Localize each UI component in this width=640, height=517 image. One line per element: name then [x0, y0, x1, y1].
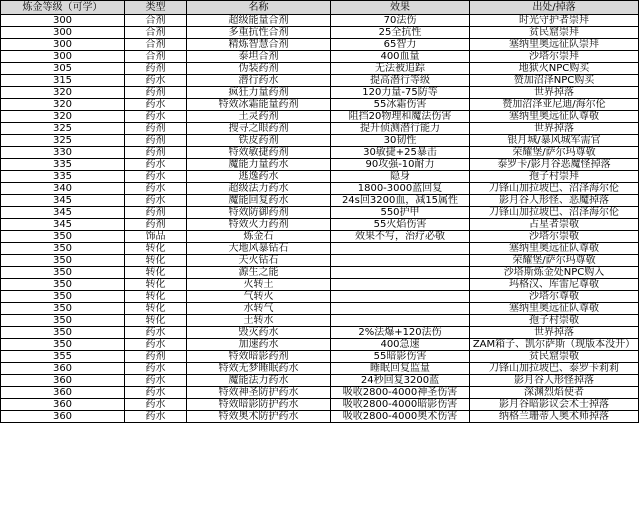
cell-effect[interactable]: 提升侦测潜行能力 [331, 123, 470, 135]
cell-effect[interactable]: 55暗影伤害 [331, 351, 470, 363]
cell-source[interactable]: 占星者崇敬 [470, 219, 639, 231]
cell-level[interactable]: 350 [1, 315, 125, 327]
cell-level[interactable]: 305 [1, 63, 125, 75]
table-row [1, 291, 639, 303]
cell-source[interactable]: 深渊烈焰使者 [470, 387, 639, 399]
table-row [1, 255, 639, 267]
cell-level[interactable]: 345 [1, 207, 125, 219]
table-row [1, 315, 639, 327]
cell-type[interactable]: 转化 [125, 303, 187, 315]
cell-level[interactable]: 325 [1, 123, 125, 135]
cell-source[interactable]: 沙塔斯炼金处NPC购入 [470, 267, 639, 279]
header-name[interactable]: 名称 [187, 1, 331, 15]
cell-level[interactable]: 350 [1, 327, 125, 339]
cell-name[interactable]: 潜行药水 [187, 75, 331, 87]
cell-type[interactable]: 药水 [125, 99, 187, 111]
cell-name[interactable]: 源生之能 [187, 267, 331, 279]
table-row [1, 363, 639, 375]
cell-effect[interactable]: 无法被追踪 [331, 63, 470, 75]
table-row [1, 207, 639, 219]
cell-type[interactable]: 饰品 [125, 231, 187, 243]
cell-source[interactable]: 赞加沼泽NPC购买 [470, 75, 639, 87]
cell-type[interactable]: 合剂 [125, 51, 187, 63]
cell-level[interactable]: 320 [1, 111, 125, 123]
cell-level[interactable]: 350 [1, 243, 125, 255]
cell-type[interactable]: 药水 [125, 183, 187, 195]
cell-source[interactable]: 影月谷人形怪、恶魔掉落 [470, 195, 639, 207]
cell-effect[interactable]: 25全抗性 [331, 27, 470, 39]
cell-source[interactable]: 刀锋山加拉坡巴、沼泽海尔伦 [470, 207, 639, 219]
cell-source[interactable]: 地狱火NPC购买 [470, 63, 639, 75]
cell-source[interactable]: 泰罗卡/影月谷恶魔怪掉落 [470, 159, 639, 171]
cell-level[interactable]: 300 [1, 51, 125, 63]
cell-type[interactable]: 转化 [125, 267, 187, 279]
table-row [1, 147, 639, 159]
cell-effect[interactable]: 吸收2800-4000神圣伤害 [331, 387, 470, 399]
cell-source[interactable]: 赞加沼泽亚尼迪/海尔伦 [470, 99, 639, 111]
cell-effect[interactable]: 24s回3200血，减15属性 [331, 195, 470, 207]
cell-level[interactable]: 325 [1, 135, 125, 147]
cell-source[interactable]: 纳格兰珊蒂人奥术师掉落 [470, 411, 639, 423]
cell-effect[interactable]: 120力量-75防等 [331, 87, 470, 99]
table-row [1, 159, 639, 171]
cell-type[interactable]: 药剂 [125, 207, 187, 219]
cell-type[interactable]: 药水 [125, 171, 187, 183]
cell-name[interactable]: 搜寻之眼药剂 [187, 123, 331, 135]
cell-effect[interactable]: 55冰霜伤害 [331, 99, 470, 111]
cell-effect[interactable]: 吸收2800-4000奥术伤害 [331, 411, 470, 423]
cell-effect[interactable]: 阻挡20物理和魔法伤害 [331, 111, 470, 123]
cell-name[interactable]: 加速药水 [187, 339, 331, 351]
cell-source[interactable]: ZAM箱子、凯尔萨斯（现版本没开） [470, 339, 639, 351]
cell-level[interactable]: 320 [1, 99, 125, 111]
cell-type[interactable]: 转化 [125, 255, 187, 267]
cell-name[interactable]: 超级能量合剂 [187, 15, 331, 27]
cell-name[interactable]: 特效火力药剂 [187, 219, 331, 231]
cell-level[interactable]: 300 [1, 15, 125, 27]
cell-effect[interactable] [331, 243, 470, 255]
header-source[interactable]: 出处/掉落 [470, 1, 639, 15]
header-effect[interactable]: 效果 [331, 1, 470, 15]
cell-effect[interactable]: 提高潜行等级 [331, 75, 470, 87]
cell-type[interactable]: 药剂 [125, 123, 187, 135]
cell-level[interactable]: 360 [1, 375, 125, 387]
table-row [1, 75, 639, 87]
header-type[interactable]: 类型 [125, 1, 187, 15]
table-row [1, 195, 639, 207]
cell-type[interactable]: 药剂 [125, 147, 187, 159]
cell-type[interactable]: 药剂 [125, 135, 187, 147]
cell-source[interactable]: 塞纳里奥远征队尊敬 [470, 243, 639, 255]
cell-source[interactable]: 时光守护者崇拜 [470, 15, 639, 27]
cell-name[interactable]: 特效神圣防护药水 [187, 387, 331, 399]
cell-source[interactable]: 玛格汉、库雷尼尊敬 [470, 279, 639, 291]
cell-source[interactable]: 沙塔尔崇拜 [470, 51, 639, 63]
cell-level[interactable]: 320 [1, 87, 125, 99]
table-row [1, 135, 639, 147]
table-row [1, 99, 639, 111]
cell-effect[interactable]: 400血量 [331, 51, 470, 63]
header-level[interactable]: 炼金等级（可学） [1, 1, 125, 15]
cell-name[interactable]: 精炼智慧合剂 [187, 39, 331, 51]
cell-effect[interactable]: 55火焰伤害 [331, 219, 470, 231]
cell-effect[interactable]: 90攻强-10耐力 [331, 159, 470, 171]
table-row [1, 231, 639, 243]
cell-source[interactable]: 荣耀堡/萨尔玛尊敬 [470, 147, 639, 159]
cell-effect[interactable]: 24秒回复3200蓝 [331, 375, 470, 387]
cell-type[interactable]: 合剂 [125, 27, 187, 39]
cell-source[interactable]: 沙塔尔尊敬 [470, 291, 639, 303]
cell-level[interactable]: 350 [1, 291, 125, 303]
cell-name[interactable]: 特效无梦睡眠药水 [187, 363, 331, 375]
cell-source[interactable]: 孢子村崇敬 [470, 315, 639, 327]
table-row [1, 183, 639, 195]
cell-level[interactable]: 360 [1, 387, 125, 399]
cell-level[interactable]: 350 [1, 279, 125, 291]
cell-name[interactable]: 土转水 [187, 315, 331, 327]
cell-name[interactable]: 泰坦合剂 [187, 51, 331, 63]
cell-effect[interactable] [331, 315, 470, 327]
cell-source[interactable]: 世界掉落 [470, 123, 639, 135]
cell-level[interactable]: 355 [1, 351, 125, 363]
cell-level[interactable]: 360 [1, 399, 125, 411]
cell-level[interactable]: 360 [1, 363, 125, 375]
cell-name[interactable]: 铁皮药剂 [187, 135, 331, 147]
cell-source[interactable]: 刀锋山加拉坡巴、沼泽海尔伦 [470, 183, 639, 195]
cell-level[interactable]: 360 [1, 411, 125, 423]
cell-level[interactable]: 330 [1, 147, 125, 159]
cell-level[interactable]: 315 [1, 75, 125, 87]
cell-type[interactable]: 转化 [125, 315, 187, 327]
table-row [1, 87, 639, 99]
cell-name[interactable]: 特效防御药剂 [187, 207, 331, 219]
table-row [1, 123, 639, 135]
table-row [1, 63, 639, 75]
cell-name[interactable]: 气转火 [187, 291, 331, 303]
cell-effect[interactable]: 400急速 [331, 339, 470, 351]
cell-type[interactable]: 药水 [125, 195, 187, 207]
cell-name[interactable]: 天火钻石 [187, 255, 331, 267]
cell-type[interactable]: 合剂 [125, 15, 187, 27]
cell-effect[interactable] [331, 303, 470, 315]
cell-type[interactable]: 药水 [125, 411, 187, 423]
cell-source[interactable]: 塞纳里奥远征队崇拜 [470, 39, 639, 51]
cell-name[interactable]: 魔能力量药水 [187, 159, 331, 171]
table-row [1, 411, 639, 423]
table-row [1, 27, 639, 39]
cell-level[interactable]: 350 [1, 339, 125, 351]
cell-name[interactable]: 水转气 [187, 303, 331, 315]
table-row [1, 399, 639, 411]
cell-type[interactable]: 药水 [125, 111, 187, 123]
cell-type[interactable]: 转化 [125, 279, 187, 291]
table-row [1, 171, 639, 183]
cell-type[interactable]: 转化 [125, 291, 187, 303]
table-row [1, 51, 639, 63]
cell-name[interactable]: 魔能法力药水 [187, 375, 331, 387]
cell-effect[interactable]: 睡眠回复监量 [331, 363, 470, 375]
cell-type[interactable]: 药水 [125, 75, 187, 87]
cell-level[interactable]: 335 [1, 171, 125, 183]
cell-level[interactable]: 345 [1, 195, 125, 207]
cell-type[interactable]: 药水 [125, 327, 187, 339]
cell-name[interactable]: 毁灭药水 [187, 327, 331, 339]
cell-effect[interactable]: 隐身 [331, 171, 470, 183]
cell-effect[interactable] [331, 291, 470, 303]
cell-source[interactable]: 塞纳里奥远征队尊敬 [470, 303, 639, 315]
table-row [1, 375, 639, 387]
table-row [1, 279, 639, 291]
cell-level[interactable]: 350 [1, 267, 125, 279]
cell-level[interactable]: 350 [1, 255, 125, 267]
cell-effect[interactable]: 1800-3000蓝回复 [331, 183, 470, 195]
cell-source[interactable]: 银月城/暴风城军需官 [470, 135, 639, 147]
header-row [1, 1, 639, 15]
table-row [1, 387, 639, 399]
cell-source[interactable]: 荣耀堡/萨尔玛尊敬 [470, 255, 639, 267]
cell-name[interactable]: 土灵药剂 [187, 111, 331, 123]
table-body [1, 15, 639, 423]
cell-name[interactable]: 多重抗性合剂 [187, 27, 331, 39]
cell-name[interactable]: 特效冰霜能量药剂 [187, 99, 331, 111]
cell-name[interactable]: 炼金石 [187, 231, 331, 243]
table-row [1, 327, 639, 339]
cell-name[interactable]: 特效奥术防护药水 [187, 411, 331, 423]
cell-type[interactable]: 药水 [125, 159, 187, 171]
cell-type[interactable]: 药水 [125, 339, 187, 351]
cell-source[interactable]: 塞纳里奥远征队尊敬 [470, 111, 639, 123]
cell-type[interactable]: 药水 [125, 375, 187, 387]
cell-type[interactable]: 转化 [125, 243, 187, 255]
cell-level[interactable]: 350 [1, 303, 125, 315]
table-row [1, 351, 639, 363]
cell-source[interactable]: 影月谷人形怪掉落 [470, 375, 639, 387]
cell-type[interactable]: 药水 [125, 399, 187, 411]
cell-name[interactable]: 大地风暴钻石 [187, 243, 331, 255]
cell-level[interactable]: 340 [1, 183, 125, 195]
table-row [1, 15, 639, 27]
cell-level[interactable]: 300 [1, 27, 125, 39]
cell-level[interactable]: 300 [1, 39, 125, 51]
cell-type[interactable]: 药剂 [125, 351, 187, 363]
cell-effect[interactable]: 吸收2800-4000暗影伤害 [331, 399, 470, 411]
cell-name[interactable]: 魔能回复药水 [187, 195, 331, 207]
cell-source[interactable]: 影月谷暗影议会术士掉落 [470, 399, 639, 411]
table-row [1, 303, 639, 315]
cell-name[interactable]: 特效敏捷药剂 [187, 147, 331, 159]
cell-source[interactable]: 贫民窟崇敬 [470, 351, 639, 363]
table-row [1, 219, 639, 231]
cell-source[interactable]: 世界掉落 [470, 87, 639, 99]
cell-effect[interactable]: 550护甲 [331, 207, 470, 219]
cell-name[interactable]: 逃逸药水 [187, 171, 331, 183]
cell-effect[interactable] [331, 267, 470, 279]
cell-type[interactable]: 药剂 [125, 219, 187, 231]
cell-type[interactable]: 药水 [125, 387, 187, 399]
cell-name[interactable]: 超级法力药水 [187, 183, 331, 195]
cell-source[interactable]: 刀锋山加拉坡巴、泰罗卡莉莉 [470, 363, 639, 375]
cell-name[interactable]: 特效暗影防护药水 [187, 399, 331, 411]
cell-effect[interactable]: 30韧性 [331, 135, 470, 147]
cell-level[interactable]: 335 [1, 159, 125, 171]
cell-effect[interactable]: 效果不写，治疗必敬 [331, 231, 470, 243]
cell-name[interactable]: 火转土 [187, 279, 331, 291]
cell-type[interactable]: 合剂 [125, 39, 187, 51]
cell-level[interactable]: 350 [1, 231, 125, 243]
cell-name[interactable]: 特效暗影药剂 [187, 351, 331, 363]
cell-name[interactable]: 疯狂力量药剂 [187, 87, 331, 99]
cell-source[interactable]: 孢子村崇拜 [470, 171, 639, 183]
cell-effect[interactable]: 30敏捷+25暴击 [331, 147, 470, 159]
cell-type[interactable]: 药剂 [125, 87, 187, 99]
table-row [1, 111, 639, 123]
cell-name[interactable]: 伪装药剂 [187, 63, 331, 75]
table-row [1, 243, 639, 255]
cell-source[interactable]: 沙塔尔崇敬 [470, 231, 639, 243]
cell-effect[interactable] [331, 255, 470, 267]
cell-type[interactable]: 药水 [125, 363, 187, 375]
cell-effect[interactable]: 70法伤 [331, 15, 470, 27]
cell-source[interactable]: 贫民窟崇拜 [470, 27, 639, 39]
cell-level[interactable]: 345 [1, 219, 125, 231]
cell-source[interactable]: 世界掉落 [470, 327, 639, 339]
cell-type[interactable]: 药剂 [125, 63, 187, 75]
table-row [1, 39, 639, 51]
cell-effect[interactable] [331, 279, 470, 291]
cell-effect[interactable]: 65智力 [331, 39, 470, 51]
table-row [1, 267, 639, 279]
cell-effect[interactable]: 2%法爆+120法伤 [331, 327, 470, 339]
table-row [1, 339, 639, 351]
